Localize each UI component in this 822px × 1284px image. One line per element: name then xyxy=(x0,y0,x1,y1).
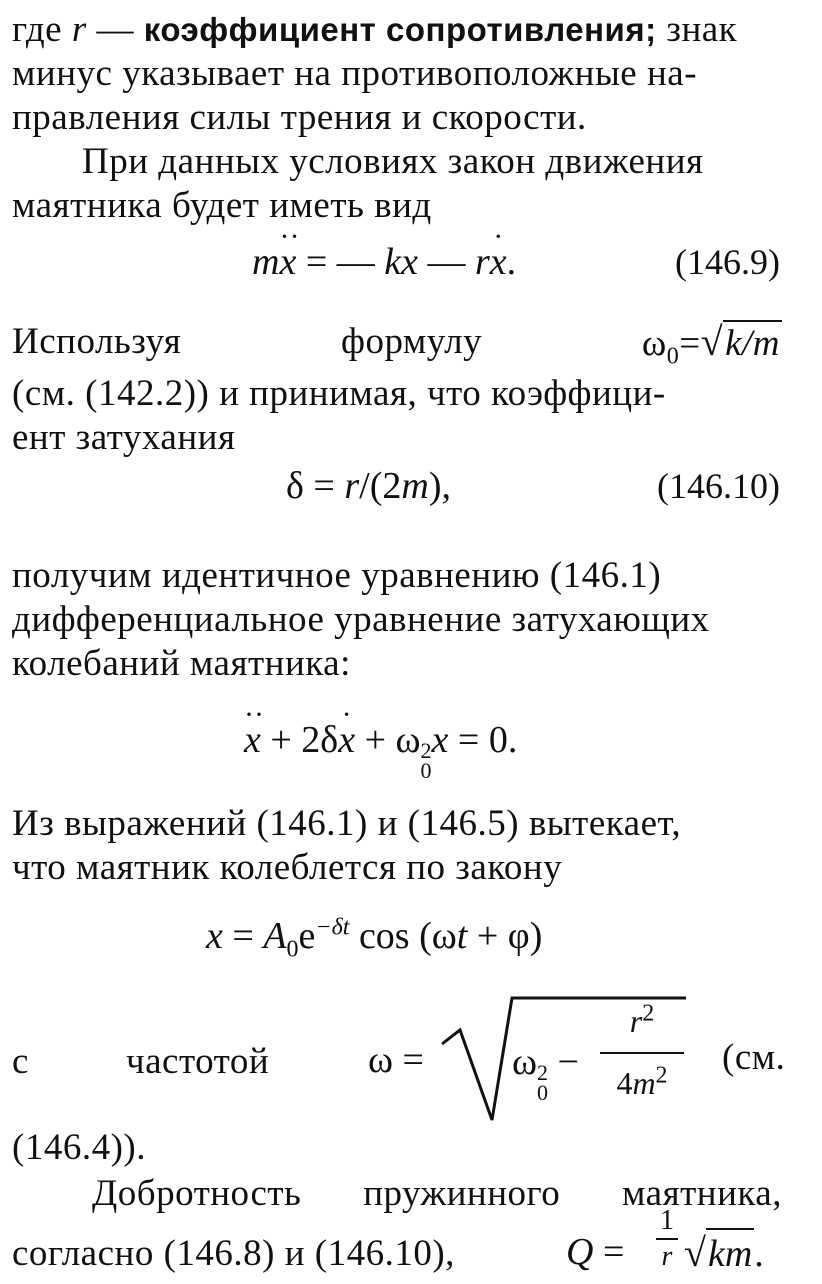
radicand xyxy=(512,1038,579,1103)
eq-sub: 0 xyxy=(537,1080,549,1105)
fraction-denominator: r xyxy=(661,1241,673,1272)
equation-146-9 xyxy=(252,238,516,286)
eq-term: ω xyxy=(641,323,667,364)
text: — xyxy=(86,9,144,50)
eq-term: r xyxy=(475,241,490,283)
eq-sup: 2 xyxy=(642,1000,655,1027)
inline-formula-omega0 xyxy=(641,319,782,370)
eq-term: A xyxy=(263,915,287,957)
eq-term-xdot: · x xyxy=(338,716,355,764)
eq-term: m xyxy=(252,241,280,283)
paragraph-line: Из выражений (146.1) и (146.5) вытекает, xyxy=(12,803,682,844)
text: формулу xyxy=(340,321,483,362)
eq-term: t xyxy=(456,915,468,957)
eq-sup: 2 xyxy=(420,738,432,763)
eq-term: e xyxy=(298,915,316,957)
sqrt-sign: √ xyxy=(684,1230,706,1275)
text: пружинного xyxy=(363,1173,561,1214)
sqrt-km xyxy=(684,1228,764,1278)
eq-op: . xyxy=(754,1233,764,1275)
paragraph-line: минус указывает на противоположные на- xyxy=(12,53,698,94)
fraction-numerator xyxy=(596,1000,688,1042)
eq-op: = xyxy=(393,1039,424,1081)
eq-op: = xyxy=(593,1231,625,1273)
symbol-r: r xyxy=(71,9,87,50)
eq-term: Q xyxy=(566,1231,594,1273)
eq-op: = xyxy=(303,465,345,507)
text: Добротность xyxy=(92,1173,302,1214)
eq-sub: 0 xyxy=(666,343,680,370)
eq-op: = 0. xyxy=(448,719,518,761)
paragraph-line: колебаний маятника: xyxy=(12,643,351,684)
eq-sup: 2 xyxy=(655,1062,668,1089)
eq-sup-sub xyxy=(420,738,432,783)
text-word: (см. xyxy=(722,1037,786,1078)
paragraph-line: согласно (146.8) и (146.10), xyxy=(12,1233,455,1274)
eq-term: m xyxy=(401,465,429,507)
eq-term: + φ) xyxy=(467,915,543,957)
eq-op: + ω xyxy=(355,719,421,761)
equation-damped-oscillation xyxy=(244,716,517,781)
eq-term: ω xyxy=(368,1039,394,1081)
fraction-numerator: 1 xyxy=(660,1205,674,1236)
paragraph-line: (146.4)). xyxy=(12,1127,146,1168)
eq-term: x xyxy=(431,719,449,761)
eq-term: kx xyxy=(384,241,418,283)
eq-sub: 0 xyxy=(420,758,432,783)
bold-term: коэффициент сопротивления; xyxy=(143,11,657,48)
text: маятника, xyxy=(622,1173,782,1214)
eq-term: 4 xyxy=(616,1065,633,1101)
text: знак xyxy=(656,9,738,50)
eq-op: = xyxy=(679,323,701,364)
eq-op: = — xyxy=(296,241,385,283)
sqrt-sign: √ xyxy=(700,319,724,364)
sqrt-body: km xyxy=(706,1228,754,1278)
paragraph-line xyxy=(12,319,782,370)
eq-op: . xyxy=(506,241,517,283)
eq-sup: 2 xyxy=(537,1060,549,1085)
eq-term-xddot: ·· x xyxy=(244,716,261,764)
eq-op: + 2δ xyxy=(260,719,339,761)
text: Используя xyxy=(12,321,182,362)
eq-term: m xyxy=(632,1065,656,1101)
eq-term: /(2 xyxy=(359,465,402,507)
eq-sub: 0 xyxy=(286,936,299,963)
frequency-formula-lhs xyxy=(368,1036,424,1084)
text-word: частотой xyxy=(126,1041,270,1082)
eq-term: r xyxy=(344,465,360,507)
eq-op: − xyxy=(548,1041,579,1083)
eq-sup-sub xyxy=(537,1060,549,1105)
eq-term: x xyxy=(206,915,223,957)
equation-number: (146.10) xyxy=(657,466,780,506)
eq-op: = xyxy=(222,915,264,957)
eq-op: — xyxy=(418,241,475,283)
fraction-bar xyxy=(600,1052,684,1054)
eq-term-xddot: ·· x xyxy=(279,238,296,286)
text: где xyxy=(12,9,72,50)
paragraph-line: дифференциальное уравнение затухающих xyxy=(12,599,710,640)
paragraph-line: маятника будет иметь вид xyxy=(12,185,432,226)
paragraph-line: получим идентичное уравнению (146.1) xyxy=(12,555,662,596)
paragraph-line: что маятник колеблется по закону xyxy=(12,847,563,888)
paragraph-line: При данных условиях закон движения xyxy=(82,141,704,182)
fraction-denominator xyxy=(596,1062,688,1104)
eq-term: δ xyxy=(286,465,304,507)
eq-term: r xyxy=(629,1003,643,1039)
eq-term-xdot: · x xyxy=(490,238,507,286)
text-word: с xyxy=(12,1041,29,1082)
equation-oscillation-law xyxy=(206,912,543,963)
paragraph-line xyxy=(12,8,782,52)
eq-term: cos (ω xyxy=(349,915,457,957)
paragraph-line: правления силы трения и скорости. xyxy=(12,97,587,138)
eq-op: ), xyxy=(428,465,451,507)
equation-number: (146.9) xyxy=(675,242,780,282)
sqrt-body: k/m xyxy=(723,320,782,366)
equation-146-10 xyxy=(286,462,451,510)
eq-term: ω xyxy=(512,1041,538,1083)
quality-factor-formula xyxy=(566,1228,624,1276)
paragraph-line: ент затухания xyxy=(12,417,236,458)
fraction-bar xyxy=(656,1238,678,1240)
paragraph-line: (см. (142.2)) и принимая, что коэффици- xyxy=(12,373,666,414)
eq-exponent: −δt xyxy=(315,914,350,941)
